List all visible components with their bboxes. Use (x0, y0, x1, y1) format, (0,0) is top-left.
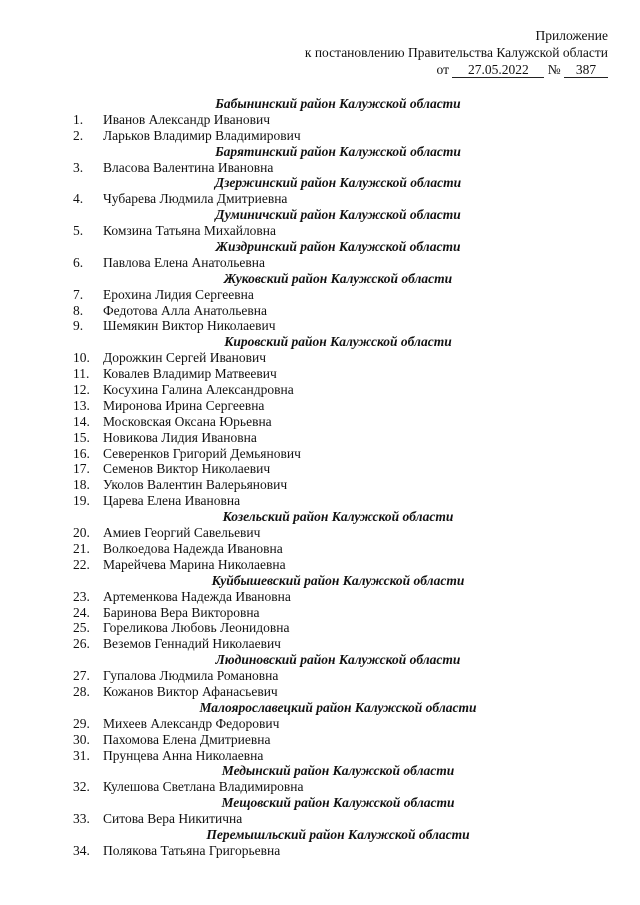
person-name: Семенов Виктор Николаевич (103, 461, 271, 477)
person-name: Царева Елена Ивановна (103, 493, 241, 509)
person-name: Ситова Вера Никитична (103, 811, 243, 827)
district-heading: Жиздринский район Калужской области (215, 239, 461, 255)
list-item (73, 493, 593, 509)
item-number: 11. (73, 366, 90, 382)
list-item (73, 191, 593, 207)
date-number-line (305, 61, 608, 78)
list-item (73, 716, 593, 732)
person-name: Федотова Алла Анатольевна (103, 302, 267, 318)
district-heading: Думиничский район Калужской области (215, 207, 461, 223)
item-number: 32. (73, 779, 90, 795)
list-item (73, 748, 593, 764)
person-name: Кулешова Светлана Владимировна (103, 779, 304, 795)
district-heading: Барятинский район Калужской области (215, 143, 461, 159)
district-heading: Бабынинский район Калужской области (215, 96, 461, 111)
item-number: 20. (73, 525, 90, 541)
item-number: 6. (73, 254, 84, 270)
appendix-title: Приложение (535, 28, 608, 43)
list-item (73, 620, 593, 636)
item-number: 2. (73, 127, 84, 143)
item-number: 7. (73, 286, 84, 302)
resolution-number: 387 (564, 63, 608, 78)
district-heading: Мещовский район Калужской области (221, 795, 455, 811)
item-number: 22. (73, 556, 90, 572)
resolution-date: 27.05.2022 (452, 63, 544, 78)
person-name: Кожанов Виктор Афанасьевич (103, 683, 278, 699)
person-name: Шемякин Виктор Николаевич (103, 318, 276, 334)
list-item (73, 684, 593, 700)
item-number: 26. (73, 636, 90, 652)
list-item (73, 525, 593, 541)
list-item (73, 382, 593, 398)
list-item (73, 430, 593, 446)
item-number: 21. (73, 540, 90, 556)
person-name: Гупалова Людмила Романовна (103, 668, 279, 684)
person-name: Чубарева Людмила Дмитриевна (103, 191, 288, 207)
list-item (73, 318, 593, 334)
list-item (73, 414, 593, 430)
list-item (73, 287, 593, 303)
item-number: 28. (73, 683, 90, 699)
person-name: Ерохина Лидия Сергеевна (103, 286, 254, 302)
person-name: Веземов Геннадий Николаевич (103, 636, 281, 652)
district-heading: Кировский район Калужской области (224, 334, 452, 350)
person-name: Амиев Георгий Савельевич (103, 525, 261, 541)
item-number: 34. (73, 842, 90, 858)
item-number: 16. (73, 445, 90, 461)
list-item (73, 366, 593, 382)
person-name: Пахомова Елена Дмитриевна (103, 731, 271, 747)
person-name: Волкоедова Надежда Ивановна (103, 540, 283, 556)
document-header (305, 27, 608, 78)
item-number: 24. (73, 604, 90, 620)
person-name: Власова Валентина Ивановна (103, 159, 274, 175)
item-number: 9. (73, 318, 84, 334)
item-number: 25. (73, 620, 90, 636)
person-name: Прунцева Анна Николаевна (103, 747, 264, 763)
item-number: 17. (73, 461, 90, 477)
district-heading: Козельский район Калужской области (222, 509, 454, 525)
list-item (73, 668, 593, 684)
item-number: 30. (73, 731, 90, 747)
person-name: Миронова Ирина Сергеевна (103, 397, 265, 413)
person-name: Марейчева Марина Николаевна (103, 556, 286, 572)
list-item (73, 541, 593, 557)
person-name: Павлова Елена Анатольевна (103, 254, 265, 270)
list-item (73, 557, 593, 573)
date-prefix: от (436, 62, 449, 77)
item-number: 1. (73, 111, 84, 127)
item-number: 29. (73, 715, 90, 731)
person-name: Московская Оксана Юрьевна (103, 413, 272, 429)
list-item (73, 589, 593, 605)
person-name: Михеев Александр Федорович (103, 715, 280, 731)
item-number: 10. (73, 350, 90, 366)
person-name: Ларьков Владимир Владимирович (103, 127, 301, 143)
district-heading: Медынский район Калужской области (221, 763, 455, 779)
person-name: Уколов Валентин Валерьянович (103, 477, 288, 493)
district-heading: Малоярославецкий район Калужской области (199, 699, 477, 715)
list-item (73, 255, 593, 271)
list-item (73, 128, 593, 144)
item-number: 8. (73, 302, 84, 318)
district-heading: Куйбышевский район Калужской области (211, 572, 465, 588)
person-name: Артеменкова Надежда Ивановна (103, 588, 291, 604)
list-item (73, 843, 593, 859)
list-item (73, 303, 593, 319)
list-item (73, 477, 593, 493)
list-item (73, 636, 593, 652)
item-number: 5. (73, 223, 84, 239)
person-name: Новикова Лидия Ивановна (103, 429, 257, 445)
item-number: 23. (73, 588, 90, 604)
list-item (73, 112, 593, 128)
item-number: 19. (73, 493, 90, 509)
item-number: 27. (73, 668, 90, 684)
person-name: Баринова Вера Викторовна (103, 604, 260, 620)
person-name: Северенков Григорий Демьянович (103, 445, 301, 461)
person-name: Гореликова Любовь Леонидовна (103, 620, 290, 636)
person-name: Иванов Александр Иванович (103, 111, 271, 127)
list-item (73, 605, 593, 621)
recipient-list (73, 96, 593, 859)
item-number: 31. (73, 747, 90, 763)
list-item (73, 398, 593, 414)
resolution-reference: к постановлению Правительства Калужской области (304, 45, 608, 60)
item-number: 14. (73, 413, 90, 429)
person-name: Косухина Галина Александровна (103, 382, 294, 398)
item-number: 13. (73, 397, 90, 413)
list-item (73, 461, 593, 477)
list-item (73, 811, 593, 827)
district-heading: Дзержинский район Калужской области (214, 175, 462, 191)
item-number: 3. (73, 159, 84, 175)
item-number: 15. (73, 429, 90, 445)
number-sign: № (547, 62, 561, 77)
item-number: 18. (73, 477, 90, 493)
list-item (73, 779, 593, 795)
person-name: Полякова Татьяна Григорьевна (103, 842, 281, 858)
list-item (73, 223, 593, 239)
list-item (73, 446, 593, 462)
district-heading: Жуковский район Калужской области (223, 270, 453, 286)
list-item (73, 732, 593, 748)
person-name: Ковалев Владимир Матвеевич (103, 366, 277, 382)
person-name: Дорожкин Сергей Иванович (103, 350, 266, 366)
item-number: 33. (73, 811, 90, 827)
person-name: Комзина Татьяна Михайловна (103, 223, 277, 239)
item-number: 4. (73, 191, 84, 207)
list-item (73, 350, 593, 366)
district-heading: Перемышльский район Калужской области (206, 826, 470, 842)
district-heading: Людиновский район Калужской области (215, 652, 461, 668)
list-item (73, 160, 593, 176)
item-number: 12. (73, 382, 90, 398)
